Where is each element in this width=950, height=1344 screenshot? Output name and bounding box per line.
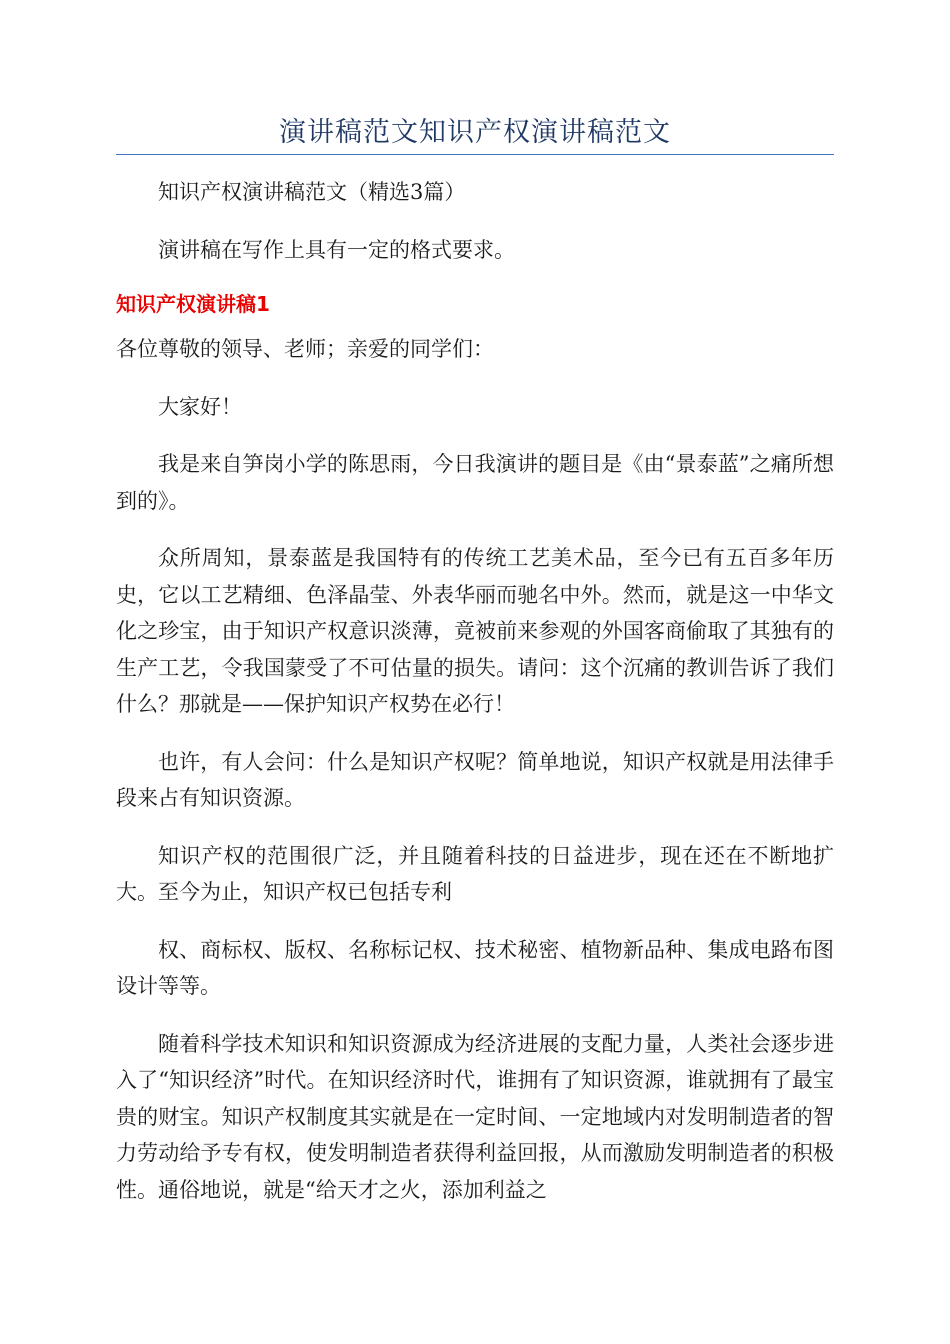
paragraph: 知识产权的范围很广泛，并且随着科技的日益进步，现在还在不断地扩大。至今为止，知识产权已包括专利 bbox=[116, 843, 834, 904]
salutation: 各位尊敬的领导、老师；亲爱的同学们： bbox=[116, 337, 494, 361]
document-body bbox=[116, 174, 834, 1229]
document-title: 演讲稿范文知识产权演讲稿范文 bbox=[279, 117, 671, 148]
title-underline bbox=[116, 154, 834, 155]
paragraph: 随着科学技术知识和知识资源成为经济进展的支配力量，人类社会逐步进入了“知识经济”时代。在知识经济时代，谁拥有了知识资源，谁就拥有了最宝贵的财宝。知识产权制度其实就是在一定时间、一定地域内对发明制造者的智力劳动给予专有权，使发明制造者获得利益回报，从而激励发明制造者的积极性。通俗地说，就是“给天才之火，添加利益之 bbox=[116, 1031, 834, 1202]
paragraph: 也许，有人会问：什么是知识产权呢？简单地说，知识产权就是用法律手段来占有知识资源。 bbox=[116, 749, 834, 810]
section-heading: 知识产权演讲稿1 bbox=[116, 292, 270, 316]
paragraph: 权、商标权、版权、名称标记权、技术秘密、植物新品种、集成电路布图设计等等。 bbox=[116, 937, 834, 998]
intro-line: 知识产权演讲稿范文（精选3篇） bbox=[158, 180, 466, 204]
paragraph: 众所周知，景泰蓝是我国特有的传统工艺美术品，至今已有五百多年历史，它以工艺精细、色泽晶莹、外表华丽而驰名中外。然而，就是这一中华文化之珍宝，由于知识产权意识淡薄，竟被前来参观的外国客商偷取了其独有的生产工艺，令我国蒙受了不可估量的损失。请问：这个沉痛的教训告诉了我们什么？那就是——保护知识产权势在必行！ bbox=[116, 546, 834, 716]
intro-line: 演讲稿在写作上具有一定的格式要求。 bbox=[158, 237, 515, 262]
paragraph: 大家好！ bbox=[158, 394, 242, 419]
paragraph: 我是来自笋岗小学的陈思雨，今日我演讲的题目是《由“景泰蓝”之痛所想到的》。 bbox=[116, 452, 834, 513]
